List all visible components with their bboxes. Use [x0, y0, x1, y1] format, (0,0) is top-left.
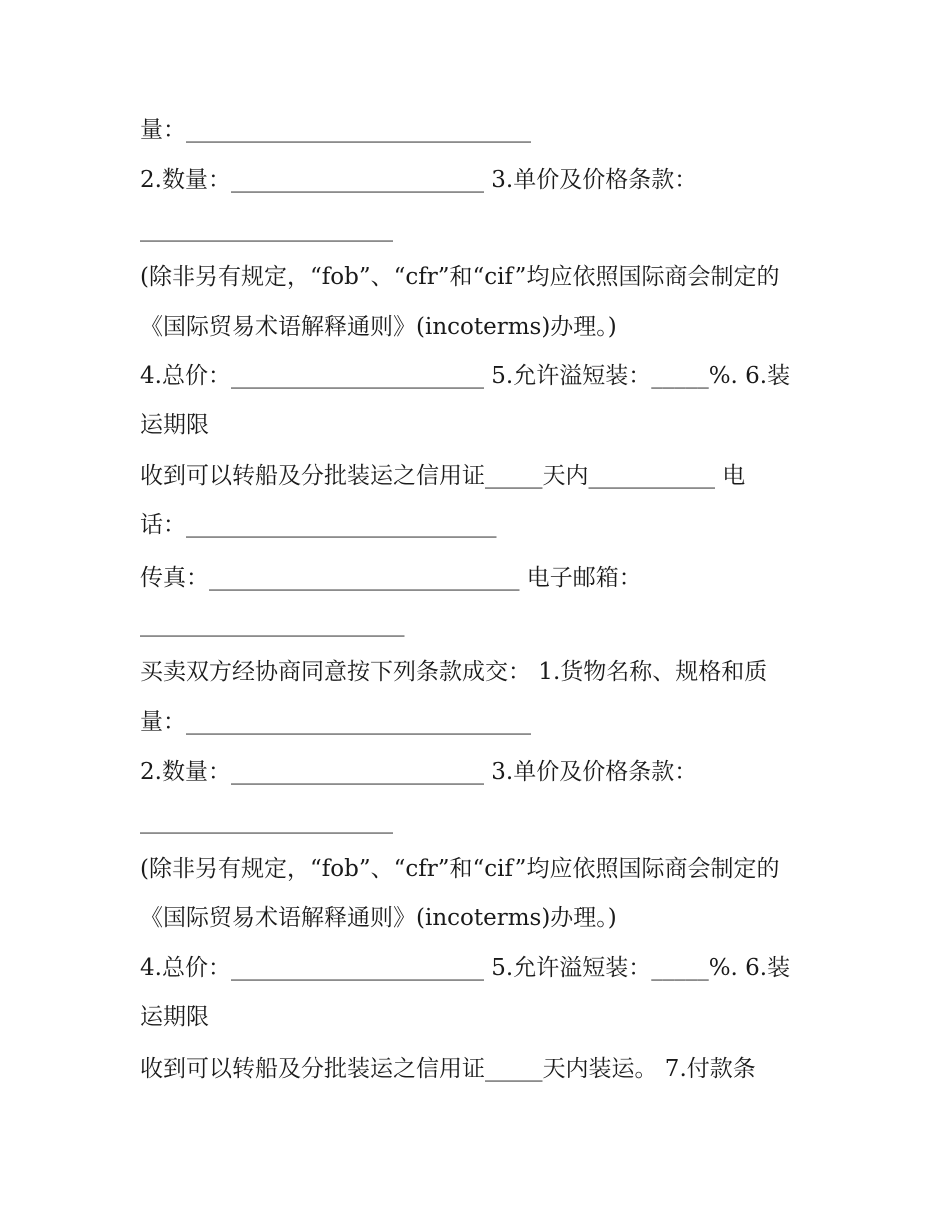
text-line: 传真：___________________________ 电子邮箱： [140, 565, 642, 591]
text-line: 《国际贸易术语解释通则》(incoterms)办理。) [140, 314, 617, 340]
text-line: 2.数量：______________________ 3.单价及价格条款： [140, 759, 698, 785]
text-line: ______________________ [140, 216, 393, 242]
text-line: 买卖双方经协商同意按下列条款成交： 1.货物名称、规格和质 [140, 659, 768, 685]
text-line: 运期限 [140, 1004, 209, 1030]
text-line: (除非另有规定，“fob”、“cfr”和“cif”均应依照国际商会制定的 [140, 856, 780, 882]
text-line: 量：______________________________ [140, 117, 531, 143]
text-line: 收到可以转船及分批装运之信用证_____天内装运。 7.付款条 [140, 1056, 756, 1082]
text-line: 运期限 [140, 412, 209, 438]
text-line: 收到可以转船及分批装运之信用证_____天内___________ 电 [140, 463, 746, 489]
text-line: 《国际贸易术语解释通则》(incoterms)办理。) [140, 905, 617, 931]
text-line: (除非另有规定，“fob”、“cfr”和“cif”均应依照国际商会制定的 [140, 264, 780, 290]
text-line: ______________________ [140, 808, 393, 834]
text-line: 2.数量：______________________ 3.单价及价格条款： [140, 167, 698, 193]
text-line: _______________________ [140, 611, 405, 637]
text-line: 4.总价：______________________ 5.允许溢短装：_____%. 6.装 [140, 955, 791, 981]
text-line: 4.总价：______________________ 5.允许溢短装：_____%. 6.装 [140, 363, 791, 389]
text-line: 量：______________________________ [140, 709, 531, 735]
text-line: 话：___________________________ [140, 512, 497, 538]
